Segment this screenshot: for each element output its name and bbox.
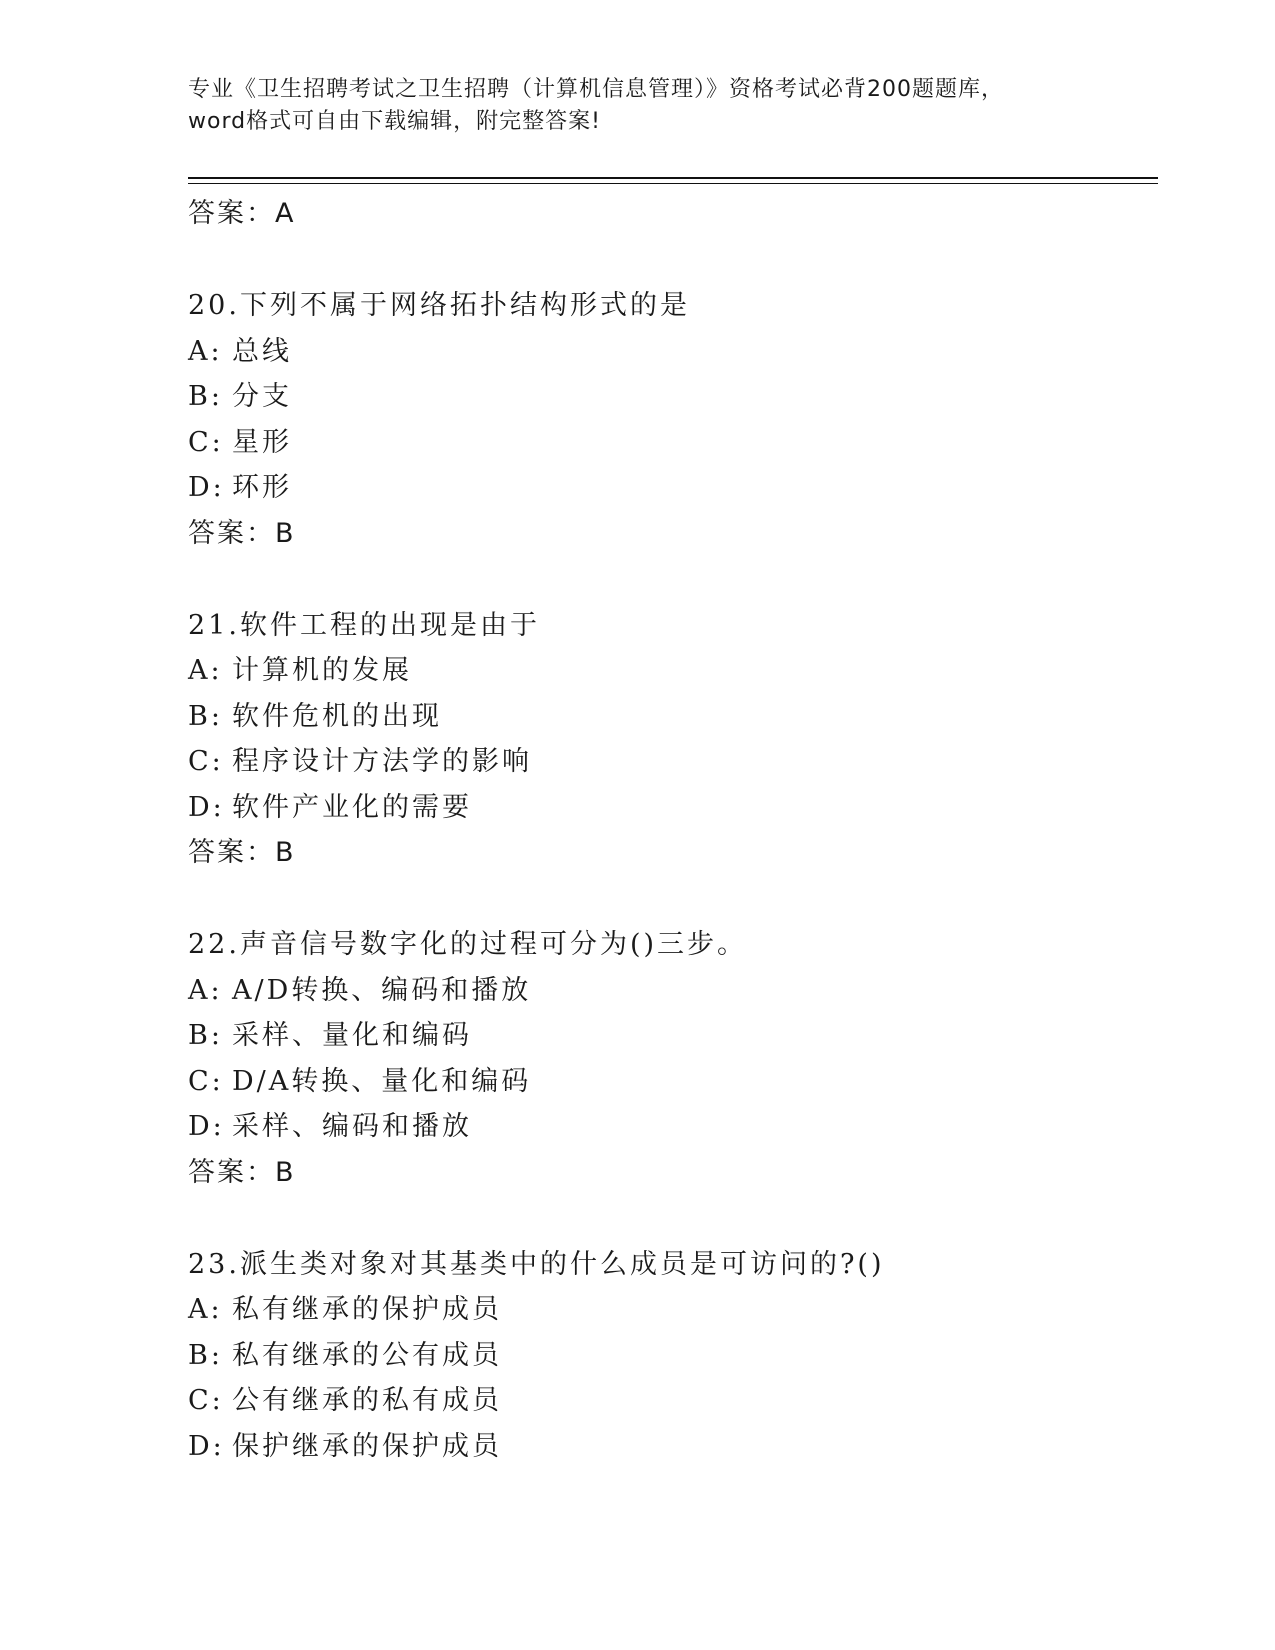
option-text: 软件产业化的需要: [232, 791, 472, 823]
document-header: [188, 74, 1088, 138]
question-block: [188, 922, 1148, 1196]
option-text: D/A转换、量化和编码: [232, 1065, 532, 1097]
option-letter: C:: [188, 426, 224, 458]
option-text: 保护继承的保护成员: [232, 1430, 502, 1462]
answer-line: 答案：A: [188, 198, 296, 229]
option-text: 采样、量化和编码: [232, 1020, 472, 1051]
option-letter: D:: [188, 472, 225, 503]
question-block: [188, 603, 1148, 877]
option-text: 私有继承的公有成员: [232, 1339, 502, 1371]
option-a: [188, 1287, 1148, 1333]
option-text: 私有继承的保护成员: [232, 1294, 502, 1325]
option-d: [188, 465, 1148, 511]
option-b: [188, 1333, 1148, 1379]
option-text: 计算机的发展: [232, 655, 412, 686]
option-letter: C:: [188, 1385, 224, 1416]
option-letter: A:: [188, 1294, 223, 1325]
option-letter: A:: [188, 655, 223, 686]
question-text: 20.下列不属于网络拓扑结构形式的是: [188, 290, 690, 321]
option-d: [188, 785, 1148, 831]
answer-line: 答案：B: [188, 837, 296, 868]
option-letter: B:: [188, 1020, 223, 1051]
option-text: 采样、编码和播放: [232, 1111, 472, 1142]
question-list: [188, 187, 1148, 1469]
option-a: [188, 648, 1148, 694]
header-line-1: 专业《卫生招聘考试之卫生招聘（计算机信息管理）》资格考试必背200题题库，: [188, 77, 1004, 102]
header-line-2: word格式可自由下载编辑，附完整答案!: [188, 109, 601, 134]
question-block: [188, 283, 1148, 557]
option-d: [188, 1424, 1148, 1470]
option-letter: D:: [188, 1111, 225, 1142]
option-b: [188, 374, 1148, 420]
option-letter: C:: [188, 1065, 224, 1097]
option-d: [188, 1104, 1148, 1150]
header-rule-thick: [188, 177, 1158, 179]
option-letter: B:: [188, 700, 223, 732]
option-a: [188, 329, 1148, 375]
option-text: 总线: [232, 335, 292, 367]
question-block: [188, 1242, 1148, 1470]
option-text: A/D转换、编码和播放: [232, 974, 532, 1006]
option-text: 程序设计方法学的影响: [232, 746, 532, 777]
option-letter: D:: [188, 791, 225, 823]
option-text: 星形: [232, 426, 292, 458]
header-rule-thin: [188, 183, 1158, 184]
option-letter: C:: [188, 746, 224, 777]
option-letter: B:: [188, 1339, 223, 1371]
option-text: 环形: [232, 472, 292, 503]
option-a: [188, 968, 1148, 1014]
option-b: [188, 1013, 1148, 1059]
option-letter: D:: [188, 1430, 225, 1462]
question-text: 22.声音信号数字化的过程可分为()三步。: [188, 929, 748, 960]
question-text: 21.软件工程的出现是由于: [188, 609, 540, 641]
option-letter: B:: [188, 381, 223, 412]
option-b: [188, 694, 1148, 740]
option-text: 软件危机的出现: [232, 700, 442, 732]
option-c: [188, 1059, 1148, 1105]
answer-line: 答案：B: [188, 517, 296, 549]
option-text: 公有继承的私有成员: [232, 1385, 502, 1416]
option-text: 分支: [232, 381, 292, 412]
answer-line: 答案：B: [188, 1156, 296, 1188]
option-letter: A:: [188, 335, 223, 367]
option-c: [188, 420, 1148, 466]
option-c: [188, 739, 1148, 785]
option-c: [188, 1378, 1148, 1424]
question-text: 23.派生类对象对其基类中的什么成员是可访问的?(): [188, 1248, 885, 1280]
option-letter: A:: [188, 974, 223, 1006]
